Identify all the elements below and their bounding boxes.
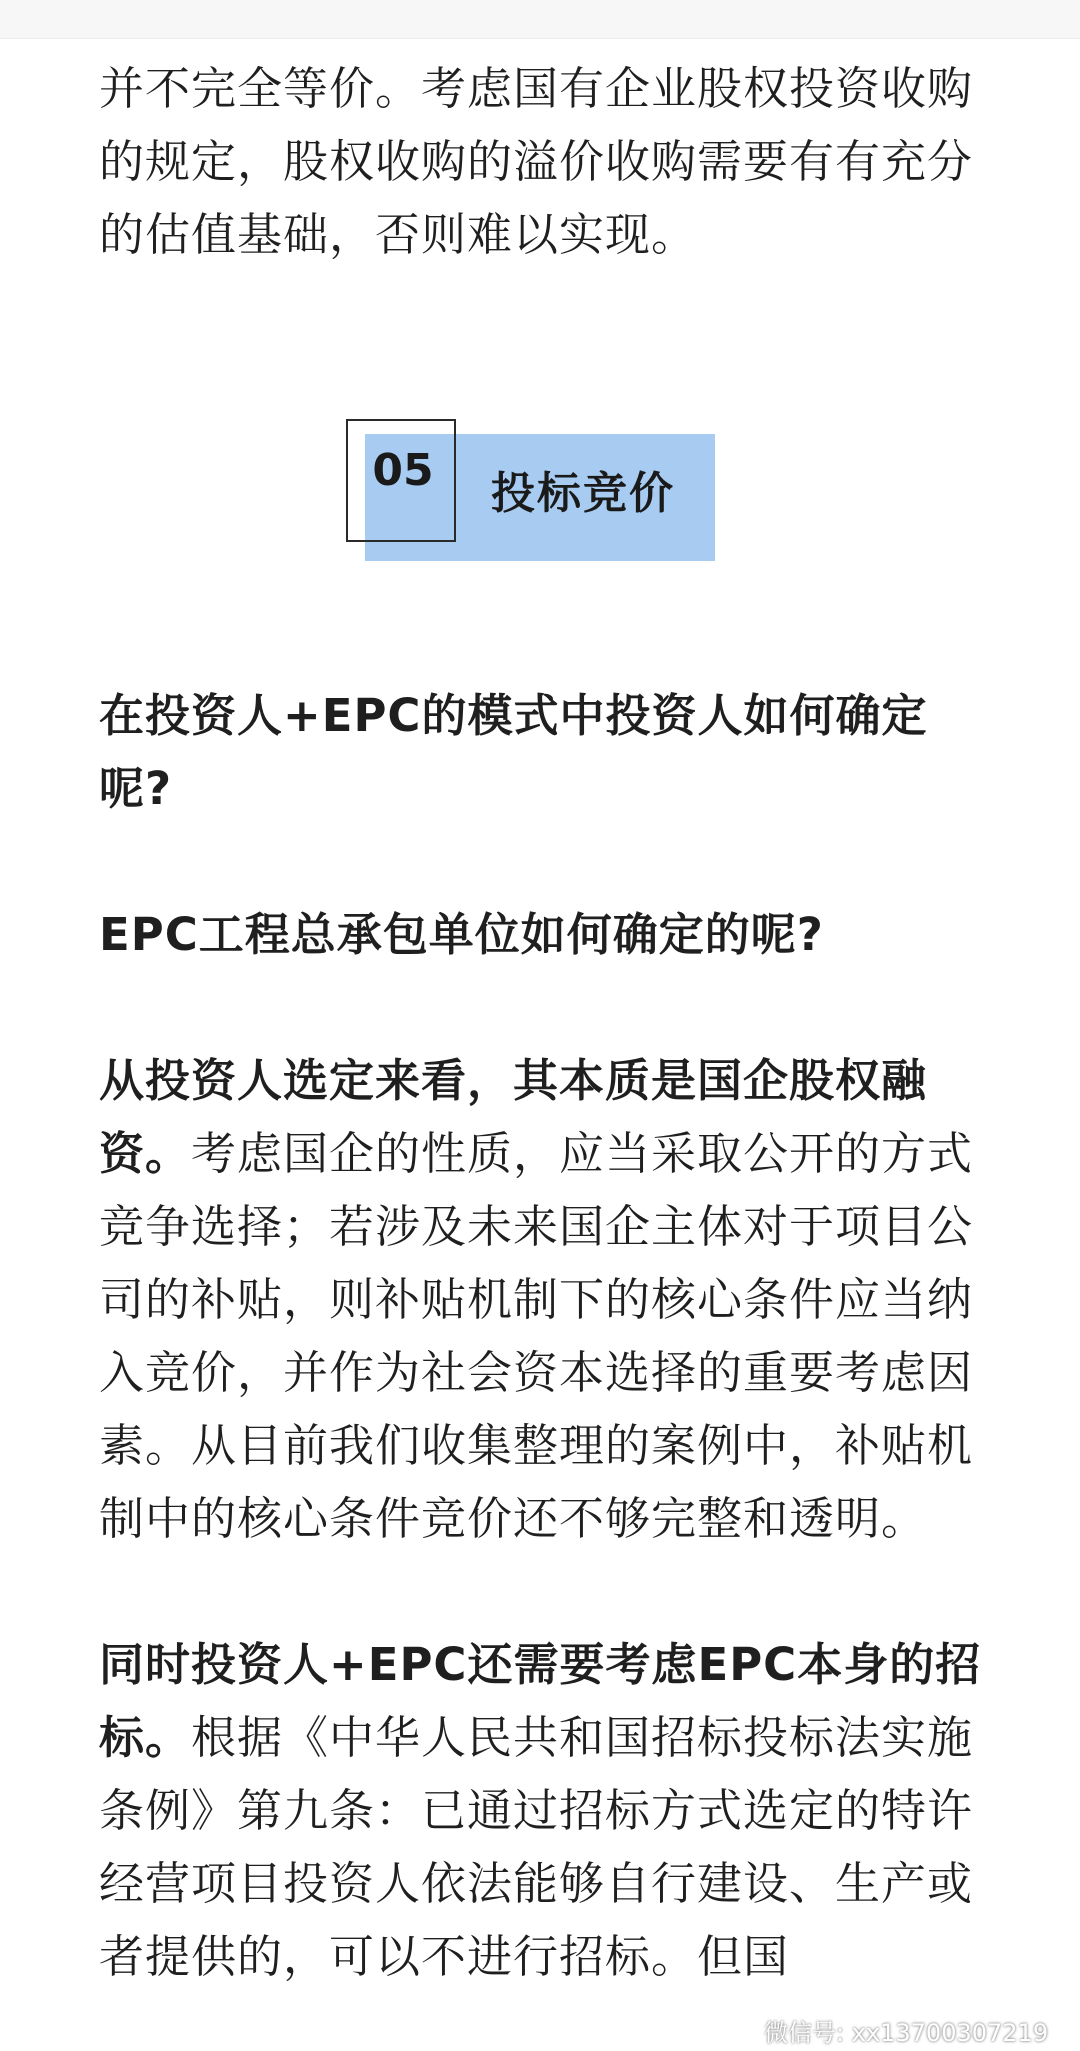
paragraph-lead: 同时投资人+EPC还需要考虑EPC本身的招标。 [99, 1638, 982, 1764]
spacer [99, 271, 989, 419]
intro-paragraph: 并不完全等价。考虑国有企业股权投资收购的规定，股权收购的溢价收购需要有有充分的估值基础，否则难以实现。 [99, 62, 974, 261]
watermark [722, 2012, 1048, 2048]
spacer [99, 1555, 989, 1628]
paragraph-lead: 从投资人选定来看，其本质是国企股权融资。 [99, 1054, 928, 1180]
section-heading [99, 419, 999, 569]
spacer [99, 825, 989, 898]
paragraph-body: 根据《中华人民共和国招标投标法实施条例》第九条：已通过招标方式选定的特许经营项目投资人依法能够自行建设、生产或者提供的，可以不进行招标。但国 [99, 1711, 974, 1983]
paragraph-body: 考虑国企的性质，应当采取公开的方式竞争选择；若涉及未来国企主体对于项目公司的补贴，则补贴机制下的核心条件应当纳入竞价，并作为社会资本选择的重要考虑因素。从目前我们收集整理的案例中，补贴机制中的核心条件竞价还不够完整和透明。 [99, 1127, 974, 1545]
paragraph-epc-tender [99, 1628, 989, 1993]
section-title: 投标竞价 [491, 468, 675, 519]
spacer [99, 971, 989, 1044]
spacer [99, 569, 989, 679]
question-epc-contractor: EPC工程总承包单位如何确定的呢? [99, 908, 824, 961]
top-bar [0, 0, 1080, 39]
article-body [99, 52, 989, 1993]
watermark-text: 微信号: xx13700307219 [764, 2018, 1049, 2047]
wechat-icon [722, 2016, 756, 2044]
section-number: 05 [372, 445, 434, 496]
question-investor: 在投资人+EPC的模式中投资人如何确定呢? [99, 689, 928, 815]
paragraph-investor-selection [99, 1044, 989, 1555]
